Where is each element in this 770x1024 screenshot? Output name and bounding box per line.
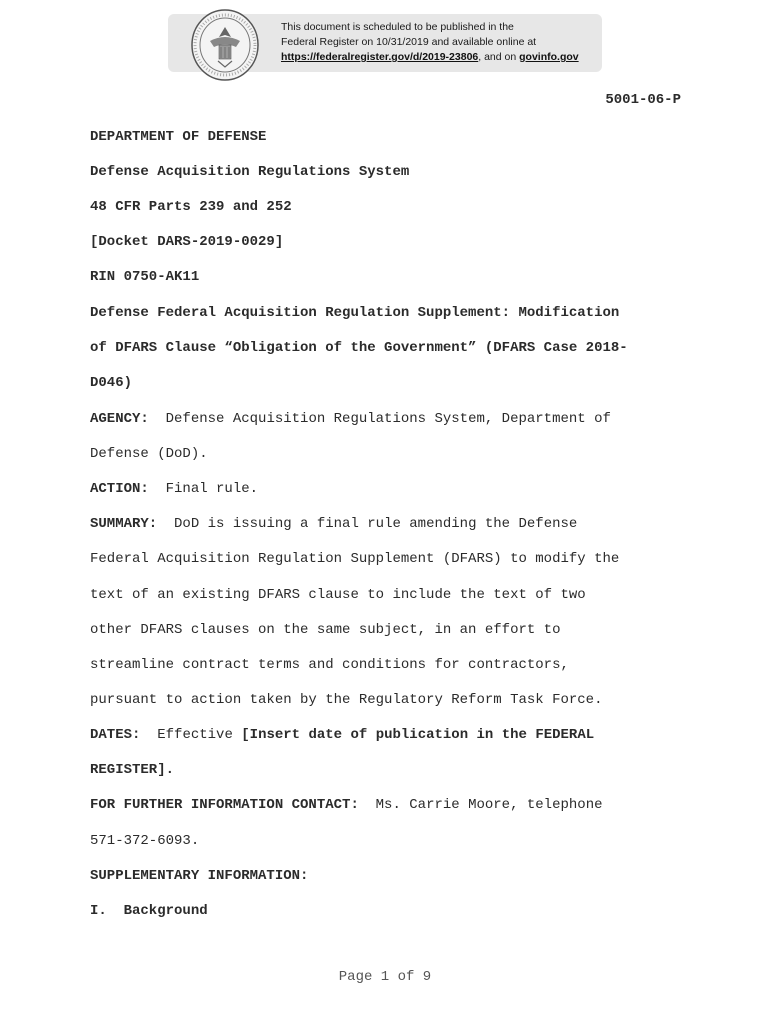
action-line [90, 480, 258, 498]
docket-number: [Docket DARS-2019-0029] [90, 234, 284, 250]
rule-title-line-2: of DFARS Clause “Obligation of the Government” (DFARS Case 2018- [90, 340, 628, 356]
contact-line-2: 571-372-6093. [90, 833, 200, 849]
department-heading: DEPARTMENT OF DEFENSE [90, 129, 267, 145]
summary-line-4: other DFARS clauses on the same subject, in an effort to [90, 622, 561, 638]
summary-label: SUMMARY: [90, 516, 158, 532]
banner-line-1: This document is scheduled to be published in the [281, 21, 514, 33]
agency-line-1 [90, 410, 611, 428]
action-label: ACTION: [90, 481, 149, 497]
dates-line-2: REGISTER]. [90, 762, 175, 778]
agency-line-2: Defense (DoD). [90, 446, 208, 462]
banner-line-2: Federal Register on 10/31/2019 and available online at [281, 36, 537, 48]
govinfo-link[interactable]: govinfo.gov [519, 51, 579, 63]
dates-line-1 [90, 726, 594, 744]
summary-line-2: Federal Acquisition Regulation Supplement (DFARS) to modify the [90, 551, 620, 567]
document-code: 5001-06-P [605, 92, 681, 108]
rin-number: RIN 0750-AK11 [90, 269, 200, 285]
contact-line-1 [90, 796, 603, 814]
cfr-parts: 48 CFR Parts 239 and 252 [90, 199, 292, 215]
summary-line-3: text of an existing DFARS clause to include the text of two [90, 587, 586, 603]
summary-text: DoD is issuing a final rule amending the Defense [174, 516, 578, 532]
page-number: Page 1 of 9 [338, 969, 432, 985]
banner-connector: , and on [478, 51, 520, 63]
rule-title-line-3: D046) [90, 375, 133, 391]
action-text: Final rule. [165, 481, 259, 497]
summary-line-1 [90, 515, 577, 533]
dates-text: Effective [157, 727, 233, 743]
agency-text: Defense Acquisition Regulations System, Department of [165, 411, 611, 427]
banner-text [281, 20, 601, 65]
summary-line-5: streamline contract terms and conditions for contractors, [90, 657, 569, 673]
federal-register-link[interactable]: https://federalregister.gov/d/2019-23806 [281, 51, 479, 63]
background-heading: I. Background [90, 903, 208, 919]
summary-line-6: pursuant to action taken by the Regulatory Reform Task Force. [90, 692, 603, 708]
national-archives-seal-icon [190, 7, 260, 83]
contact-label: FOR FURTHER INFORMATION CONTACT: [90, 797, 359, 813]
rule-title-line-1: Defense Federal Acquisition Regulation Supplement: Modification [90, 305, 620, 321]
dates-placeholder: [Insert date of publication in the FEDERAL [241, 727, 595, 743]
regulations-system: Defense Acquisition Regulations System [90, 164, 410, 180]
dates-label: DATES: [90, 727, 141, 743]
agency-label: AGENCY: [90, 411, 149, 427]
banner-line-3 [281, 50, 601, 65]
supplementary-heading: SUPPLEMENTARY INFORMATION: [90, 868, 309, 884]
contact-text: Ms. Carrie Moore, telephone [375, 797, 603, 813]
